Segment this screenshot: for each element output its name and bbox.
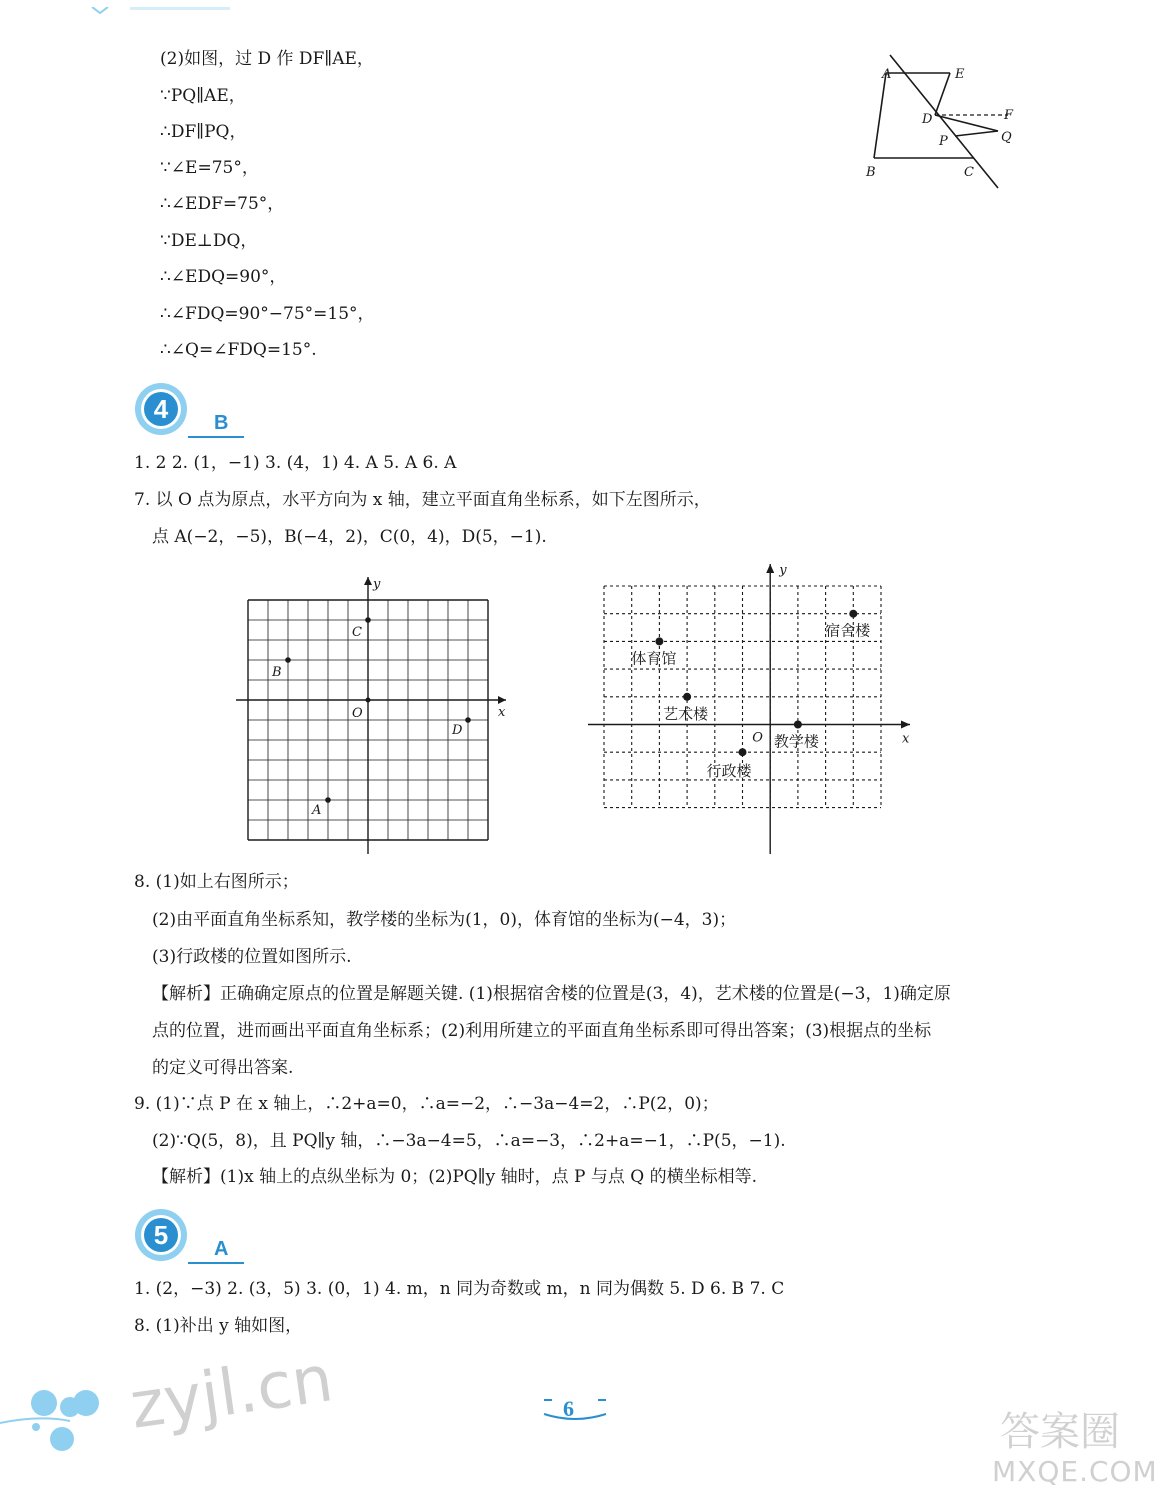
fig-label-q: Q (1001, 130, 1012, 145)
s4-q8-3: (3)行政楼的位置如图所示. (152, 947, 352, 967)
fig-label-e: E (955, 67, 965, 82)
page-number: 6 (563, 1396, 574, 1421)
s4-q7-line-b: 点 A(−2，−5)，B(−4，2)，C(0，4)，D(5，−1). (152, 527, 547, 547)
section-5-underline (188, 1262, 244, 1264)
footer-bubbles-decoration (0, 1385, 110, 1455)
point-label-a: A (312, 803, 322, 818)
point-label-d: D (452, 723, 463, 738)
watermark-url: MXQE.COM (992, 1455, 1158, 1488)
point-a (325, 797, 331, 803)
s4-analysis-1a: 【解析】正确确定原点的位置是解题关键. (1)根据宿舍楼的位置是(3，4)，艺术楼的位置是(−3，1)确定原 (152, 984, 951, 1004)
geometry-figure (860, 45, 1030, 195)
point-d (465, 717, 471, 723)
s4-q8-1: 8. (1)如上右图所示； (134, 872, 299, 892)
watermark-left: zyjl.cn (125, 1342, 338, 1444)
fig-label-c: C (964, 165, 974, 180)
left-coordinate-grid (236, 573, 526, 858)
origin-label: O (352, 706, 363, 721)
point-b (285, 657, 291, 663)
origin-point (366, 698, 371, 703)
right-campus-map (580, 558, 920, 858)
s4-q8-2: (2)由平面直角坐标系知，教学楼的坐标为(1，0)，体育馆的坐标为(−4，3)； (152, 910, 737, 930)
solution-line-3: ∴DF∥PQ， (160, 122, 247, 142)
s4-analysis-1c: 的定义可得出答案. (152, 1058, 294, 1078)
page-number-frame (540, 1380, 610, 1420)
solution-line-7: ∴∠EDQ=90°， (160, 267, 287, 287)
map-label-art: 艺术楼 (663, 704, 709, 723)
solution-line-4: ∵∠E=75°， (160, 158, 259, 178)
section-4-underline (188, 436, 244, 438)
s4-answers-1-6: 1. 2 2. (1，−1) 3. (4，1) 4. A 5. A 6. A (134, 453, 457, 473)
map-label-dorm: 宿舍楼 (825, 621, 871, 640)
point-label-c: C (352, 625, 362, 640)
watermark-right: 答案圈 (1000, 1409, 1120, 1455)
fig-label-b: B (866, 165, 876, 180)
solution-line-5: ∴∠EDF=75°， (160, 194, 285, 214)
map-y-axis-arrow (766, 564, 774, 573)
solution-line-1: (2)如图，过 D 作 DF∥AE， (160, 49, 374, 69)
map-point-dorm (849, 610, 857, 618)
solution-line-6: ∵DE⊥DQ， (160, 231, 258, 251)
fig-label-f: F (1004, 108, 1014, 123)
map-point-art (683, 693, 691, 701)
map-point-gym (655, 637, 663, 645)
solution-line-2: ∵PQ∥AE， (160, 86, 246, 106)
s5-q8: 8. (1)补出 y 轴如图， (134, 1316, 303, 1336)
s4-analysis-1b: 点的位置，进而画出平面直角坐标系；(2)利用所建立的平面直角坐标系即可得出答案；(3)根据点的坐标 (152, 1021, 932, 1041)
solution-line-9: ∴∠Q=∠FDQ=15°. (160, 340, 317, 360)
map-point-admin (739, 748, 747, 756)
solution-line-8: ∴∠FDQ=90°−75°=15°， (160, 304, 375, 324)
s4-q9-2: (2)∵Q(5，8)，且 PQ∥y 轴，∴−3a−4=5，∴a=−3，∴2+a=−1，∴P(5，−1). (152, 1131, 786, 1151)
map-x-axis-label: x (902, 731, 910, 747)
point-label-b: B (272, 665, 282, 680)
section-5-number: 5 (153, 1220, 169, 1250)
map-label-teach: 教学楼 (773, 732, 819, 751)
point-c (365, 617, 371, 623)
section-4-badge (134, 382, 188, 436)
s4-q9-1: 9. (1)∵点 P 在 x 轴上，∴2+a=0，∴a=−2，∴−3a−4=2，∴P(2，0)； (134, 1094, 719, 1114)
section-5-badge (134, 1208, 188, 1262)
s4-analysis-2: 【解析】(1)x 轴上的点纵坐标为 0；(2)PQ∥y 轴时，点 P 与点 Q 的横坐标相等. (152, 1167, 758, 1187)
map-x-axis-arrow (901, 721, 910, 729)
map-origin-label: O (752, 730, 763, 746)
fig-label-d: D (922, 112, 933, 127)
header-decoration (90, 0, 240, 8)
map-y-axis-label: y (779, 563, 787, 578)
s4-q7-line-a: 7. 以 O 点为原点，水平方向为 x 轴，建立平面直角坐标系，如下左图所示， (134, 490, 711, 510)
fig-label-p: P (939, 134, 948, 149)
section-5-level: A (214, 1238, 229, 1260)
y-axis-arrow (364, 577, 372, 585)
map-label-admin: 行政楼 (706, 762, 752, 781)
fig-label-a: A (882, 67, 892, 82)
s5-answers: 1. (2，−3) 2. (3，5) 3. (0，1) 4. m，n 同为奇数或 m，n 同为偶数 5. D 6. B 7. C (134, 1279, 785, 1299)
x-axis-label: x (498, 705, 506, 720)
y-axis-label: y (373, 577, 381, 592)
map-label-gym: 体育馆 (631, 649, 677, 668)
section-4-number: 4 (153, 394, 169, 424)
section-4-level: B (214, 412, 229, 434)
map-point-teach (794, 721, 802, 729)
x-axis-arrow (498, 696, 506, 704)
